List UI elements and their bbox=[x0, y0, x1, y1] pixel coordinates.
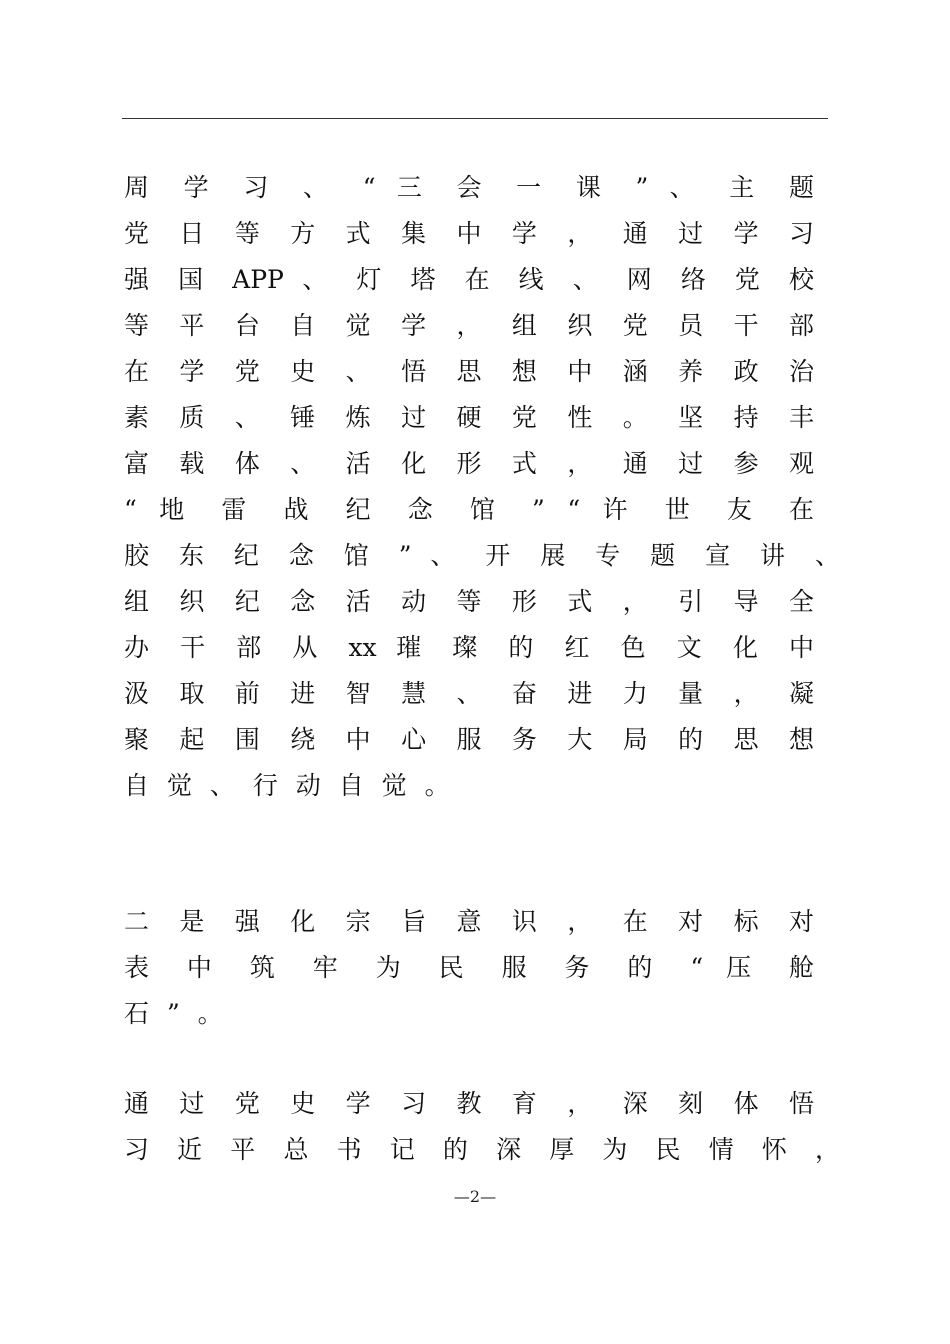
text-line: 富 载 体 、 活 化 形 式 ， 通 过 参 观 bbox=[124, 449, 814, 478]
body-text bbox=[124, 165, 840, 1173]
page-number: —2— bbox=[453, 1187, 497, 1206]
text-line: 胶 东 纪 念 馆 ” 、 开 展 专 题 宣 讲 、 bbox=[124, 541, 840, 570]
text-line: 等 平 台 自 觉 学 ， 组 织 党 员 干 部 bbox=[124, 311, 814, 340]
text-line: 汲 取 前 进 智 慧 、 奋 进 力 量 ， 凝 bbox=[124, 679, 814, 708]
text-line: “ 地 雷 战 纪 念 馆 ” “ 许 世 友 在 bbox=[124, 495, 814, 524]
text-line: 习 近 平 总 书 记 的 深 厚 为 民 情 怀 ， bbox=[124, 1135, 840, 1164]
paragraph-2 bbox=[124, 1081, 840, 1173]
heading-line: 表 中 筑 牢 为 民 服 务 的 “ 压 舱 bbox=[124, 953, 814, 982]
text-line: 周 学 习 、 “ 三 会 一 课 ” 、 主 题 bbox=[124, 173, 814, 202]
paragraph-1 bbox=[124, 165, 840, 809]
text-line: 通 过 党 史 学 习 教 育 ， 深 刻 体 悟 bbox=[124, 1089, 814, 1118]
text-line: 强 国 APP 、 灯 塔 在 线 、 网 络 党 校 bbox=[124, 265, 814, 294]
header-rule bbox=[122, 118, 828, 119]
text-line: 自 觉 、 行 动 自 觉 。 bbox=[124, 771, 450, 800]
text-line: 党 日 等 方 式 集 中 学 ， 通 过 学 习 bbox=[124, 219, 814, 248]
text-line: 素 质 、 锤 炼 过 硬 党 性 。 坚 持 丰 bbox=[124, 403, 814, 432]
heading-line: 二 是 强 化 宗 旨 意 识 ， 在 对 标 对 bbox=[124, 907, 814, 936]
text-line: 组 织 纪 念 活 动 等 形 式 ， 引 导 全 bbox=[124, 587, 814, 616]
text-line: 在 学 党 史 、 悟 思 想 中 涵 养 政 治 bbox=[124, 357, 814, 386]
text-line: 聚 起 围 绕 中 心 服 务 大 局 的 思 想 bbox=[124, 725, 814, 754]
section-heading bbox=[124, 899, 814, 1037]
heading-line: 石 ” 。 bbox=[124, 999, 223, 1028]
text-line: 办 干 部 从 xx 璀 璨 的 红 色 文 化 中 bbox=[124, 633, 814, 662]
